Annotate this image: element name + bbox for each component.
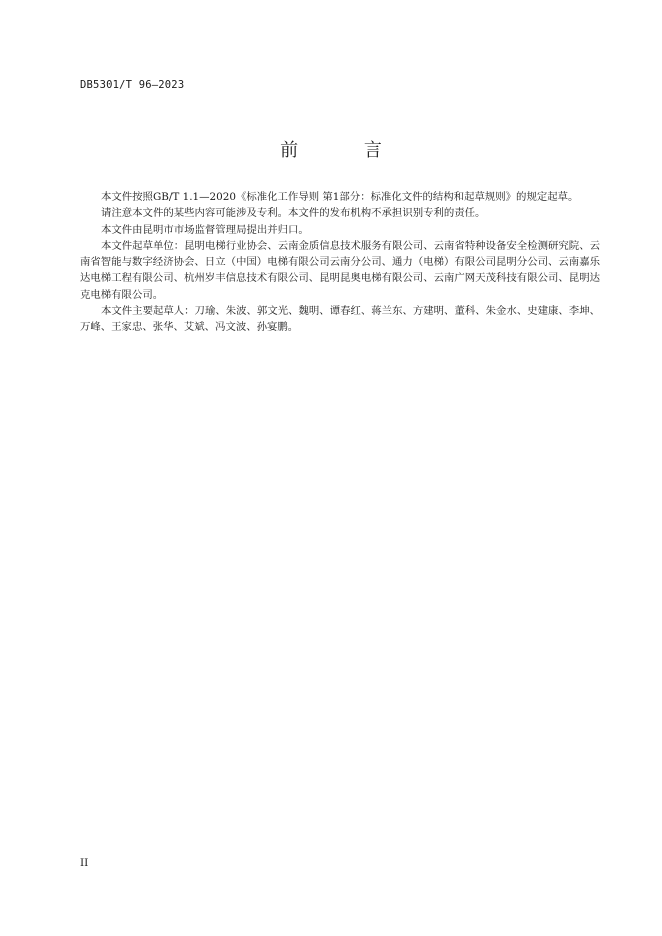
paragraph-drafting-units: 本文件起草单位：昆明电梯行业协会、云南金质信息技术服务有限公司、云南省特种设备安全检测研究院、云南省智能与数字经济协会、日立（中国）电梯有限公司云南分公司、通力（电梯）有限公司昆明分公司、云南嘉乐达电梯工程有限公司、杭州岁丰信息技术有限公司、昆明昆奥电梯有限公司、云南广网天茂科技有限公司、昆明达克电梯有限公司。 xyxy=(80,239,600,301)
paragraph-drafting-rules: 本文件按照GB/T 1.1—2020《标准化工作导则 第1部分：标准化文件的结构和起草规则》的规定起草。 xyxy=(101,191,579,203)
paragraph-patent-notice: 请注意本文件的某些内容可能涉及专利。本文件的发布机构不承担识别专利的责任。 xyxy=(101,207,486,220)
section-title: 前 言 xyxy=(280,140,412,161)
page-number: II xyxy=(80,857,89,869)
foreword-body xyxy=(80,189,600,336)
paragraph-main-drafters: 本文件主要起草人：刀瑜、朱波、郭文光、魏明、谭春红、蒋兰东、方建明、董科、朱金水、史建康、李坤、万峰、王家忠、张华、艾斌、冯文波、孙宴鹏。 xyxy=(80,305,600,334)
paragraph-proposer: 本文件由昆明市市场监督管理局提出并归口。 xyxy=(101,223,309,236)
document-code: DB5301/T 96—2023 xyxy=(80,79,185,91)
